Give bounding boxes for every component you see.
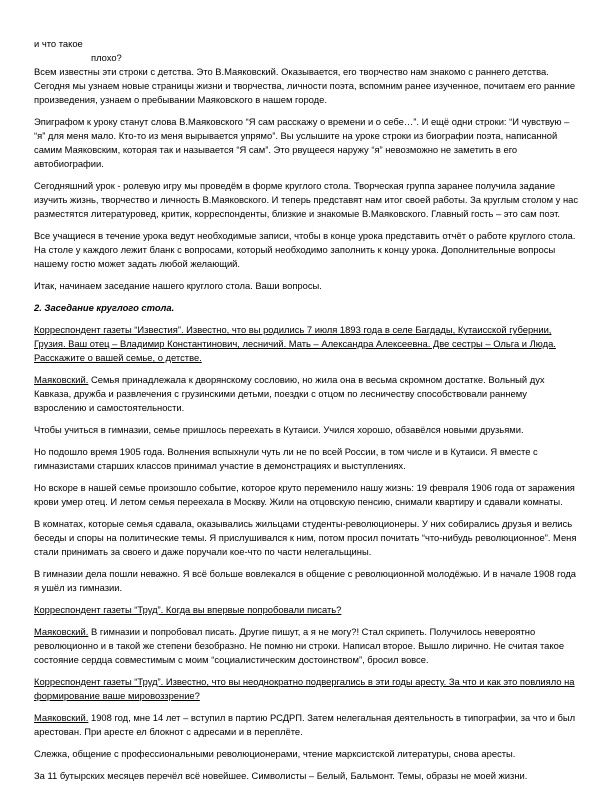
start-paragraph: Итак, начинаем заседание нашего круглого стола. Ваши вопросы. bbox=[34, 280, 322, 291]
epigraph-paragraph: Эпиграфом к уроку станут слова В.Маяковского “Я сам расскажу о времени и о себе…”. И ещё одни строки: “И чувствую – “я” для меня мало. Кто-то из меня вырывается упрямо”. Вы услышите на уроке строки из биографии поэта, написанной самим Маяковским, которая так и называется “Я сам”. Это рвущееся наружу “я” невозможно не заметить в его автобиографии. bbox=[34, 116, 570, 169]
intro-paragraph: Всем известны эти строки с детства. Это В.Маяковский. Оказывается, его творчество нам знакомо с раннего детства. Сегодня мы узнаем новые страницы жизни и творчества, личности поэта, вспомним ранее изученное, почитаем его ранние произведения, узнаем о пребывании Маяковского в нашем городе. bbox=[34, 66, 576, 105]
notes-paragraph: Все учащиеся в течение урока ведут необходимые записи, чтобы в конце урока представить отчёт о работе круглого стола. На столе у каждого лежит бланк с вопросами, который необходимо заполнить к концу урока. Дополнительные вопросы нашему гостю может задать любой желающий. bbox=[34, 230, 576, 269]
section-heading: 2. Заседание круглого стола. bbox=[34, 302, 175, 313]
answer-arrests bbox=[34, 711, 580, 739]
roleplay-paragraph: Сегодняшний урок - ролевую игру мы проведём в форме круглого стола. Творческая группа заранее получила задание изучить жизнь, творчество и личность В.Маяковского. И теперь представят нам итог своей работы. За круглым столом у нас разместятся литературовед, критик, корреспонденты, близкие и знакомые В.Маяковского. Главный гость – это сам поэт. bbox=[34, 180, 579, 219]
speaker-label: Маяковский. bbox=[34, 712, 89, 723]
answer-1905: Но подошло время 1905 года. Волнения вспыхнули чуть ли не по всей России, в том числе и в Кутаиси. Я вместе с гимназистами старших классов принимал участие в демонстрациях и выступлениях. bbox=[34, 446, 538, 471]
document-page bbox=[34, 37, 580, 791]
question-trud-arrests: Корреспондент газеты “Труд”. Известно, что вы неоднократно подвергались в эти годы аресту. За что и как это повлияло на формирование ваше мировоззрение? bbox=[34, 676, 575, 701]
intro-line-2: плохо? bbox=[91, 52, 122, 63]
answer-leaving: В гимназии дела пошли неважно. Я всё больше вовлекался в общение с революционной молодёжью. И в начале 1908 года я ушёл из гимназии. bbox=[34, 568, 577, 593]
intro-line-1: и что такое bbox=[34, 38, 83, 49]
answer-butyrka: За 11 бутырских месяцев перечёл всё новейшее. Символисты – Белый, Бальмонт. Темы, образы не моей жизни. bbox=[34, 770, 528, 781]
question-izvestia: Корреспондент газеты “Известия”. Известно, что вы родились 7 июля 1893 года в селе Багдады, Кутаисской губернии, Грузия. Ваш отец – Владимир Константинович, лесничий. Мать – Александра Алексеевна. Две сестры – Ольга и Люда. Расскажите о вашей семье, о детстве. bbox=[34, 324, 556, 363]
answer-text: Семья принадлежала к дворянскому сословию, но жила она в весьма скромном достатке. Вольный дух Кавказа, дружба и развлечения с грузинскими детьми, поездки с отцом по лесничеству способствовали раннему взрослению и самостоятельности. bbox=[34, 374, 545, 413]
answer-text: В гимназии и попробовал писать. Другие пишут, а я не могу?! Стал скрипеть. Получилось невероятно революционно и в такой же степени безобразно. Не помню ни строки. Написал второе. Вышло лирично. Не считая такое состояние сердца совместимым с моим “социалистическим достоинством”, бросил вовсе. bbox=[34, 626, 565, 665]
answer-writing bbox=[34, 625, 580, 667]
answer-family bbox=[34, 373, 580, 415]
answer-students: В комнатах, которые семья сдавала, оказывались жильцами студенты-революционеры. У них собирались друзья и велись беседы и споры на политические темы. Я прислушивался к ним, потом просил почитать “что-нибудь революционное”. Меня стали принимать за своего и даже поручали кое-что по части нелегальщины. bbox=[34, 518, 577, 557]
speaker-label: Маяковский. bbox=[34, 626, 89, 637]
answer-text: 1908 год, мне 14 лет – вступил в партию РСДРП. Затем нелегальная деятельность в типографии, за что и был арестован. При аресте ел блокнот с адресами и в переплёте. bbox=[34, 712, 576, 737]
question-trud-writing: Корреспондент газеты “Труд”. Когда вы впервые попробовали писать? bbox=[34, 604, 342, 615]
answer-surveillance: Слежка, общение с профессиональными революционерами, чтение марксистской литературы, снова аресты. bbox=[34, 748, 516, 759]
answer-father: Но вскоре в нашей семье произошло событие, которое круто переменило нашу жизнь: 19 февраля 1906 года от заражения крови умер отец. И летом семья переехала в Москву. Жили на отцовскую пенсию, снимали квартиру и сдавали комнаты. bbox=[34, 482, 575, 507]
answer-gymnasium: Чтобы учиться в гимназии, семье пришлось переехать в Кутаиси. Учился хорошо, обзавёлся новыми друзьями. bbox=[34, 424, 524, 435]
speaker-label: Маяковский. bbox=[34, 374, 89, 385]
